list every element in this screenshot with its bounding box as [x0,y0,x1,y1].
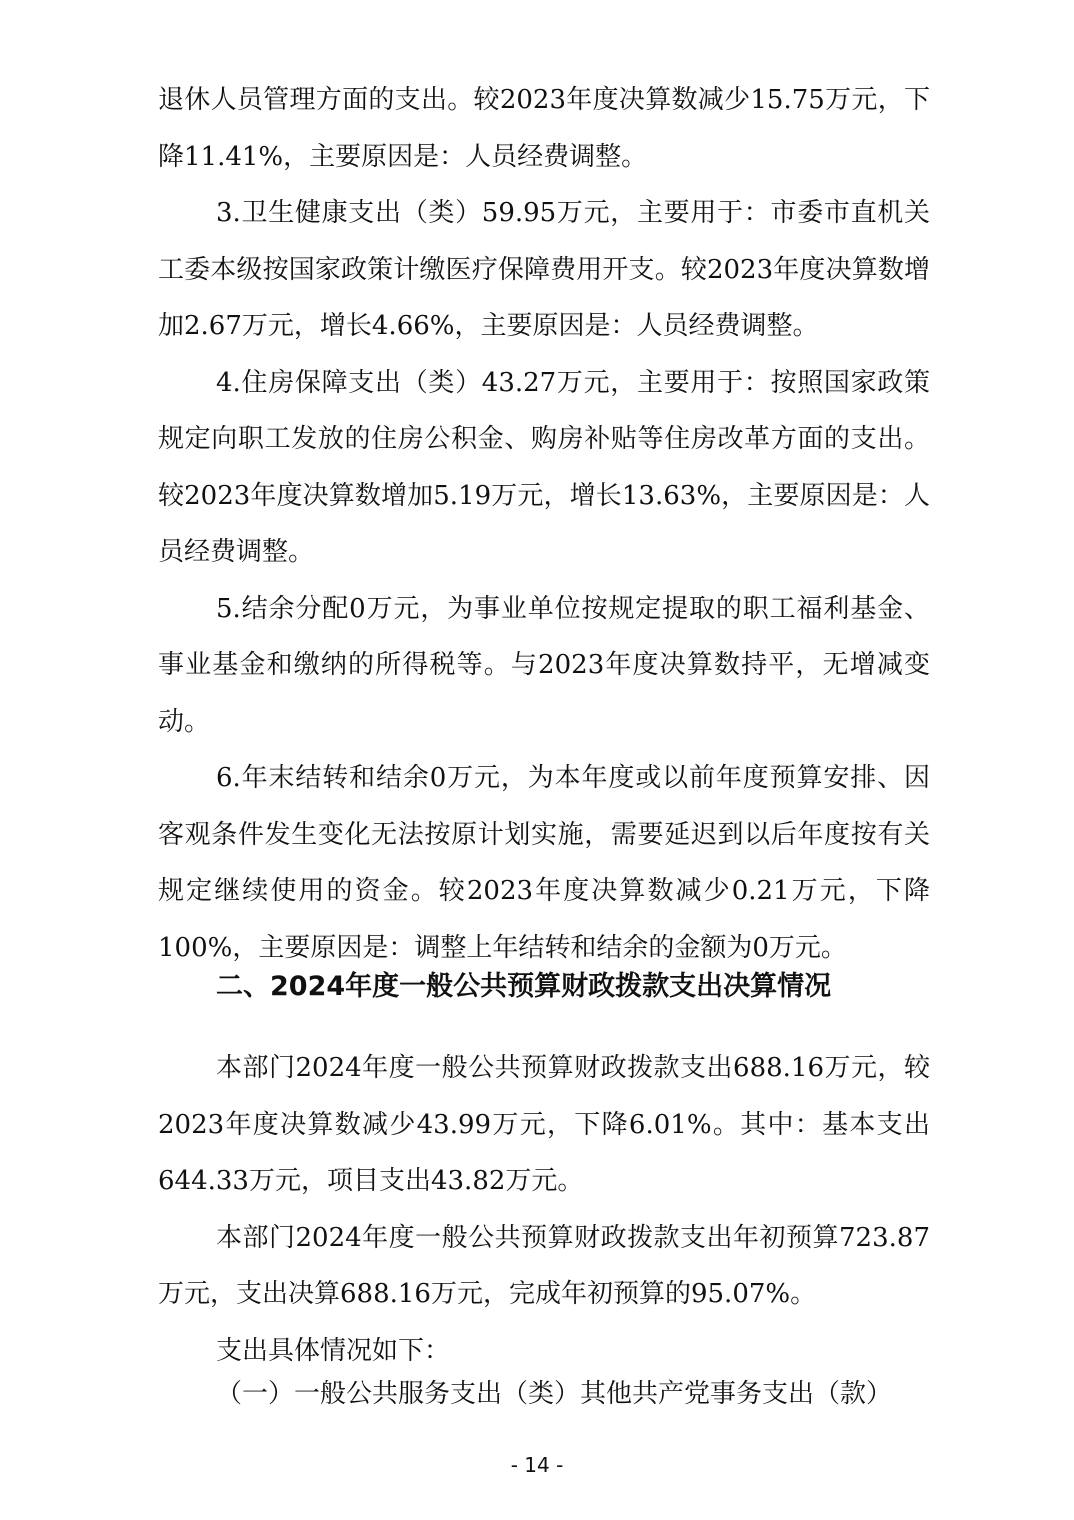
subsection-title: （一）一般公共服务支出（类）其他共产党事务支出（款） [216,1379,893,1409]
section-heading: 二、2024年度一般公共预算财政拨款支出决算情况 [216,971,832,1002]
paragraph-housing-expenditure: 4.住房保障支出（类）43.27万元，主要用于：按照国家政策规定向职工发放的住房公积金、购房补贴等住房改革方面的支出。较2023年度决算数增加5.19万元，增长13.63%，主要原因是：人员经费调整。 [158,367,930,567]
paragraph-details-intro: 支出具体情况如下： [216,1335,451,1366]
body-section-top [158,72,930,976]
paragraph-retiree-management: 退休人员管理方面的支出。较2023年度决算数减少15.75万元，下降11.41%，主要原因是：人员经费调整。 [158,85,930,172]
page-number: - 14 - [510,1453,564,1477]
body-section-appropriation [158,1040,930,1379]
paragraph-appropriation-total: 本部门2024年度一般公共预算财政拨款支出688.16万元，较2023年度决算数减少43.99万元，下降6.01%。其中：基本支出644.33万元，项目支出43.82万元。 [158,1053,930,1196]
paragraph-health-expenditure: 3.卫生健康支出（类）59.95万元，主要用于：市委市直机关工委本级按国家政策计缴医疗保障费用开支。较2023年度决算数增加2.67万元，增长4.66%，主要原因是：人员经费调整。 [158,198,930,341]
paragraph-year-end-carryover: 6.年末结转和结余0万元，为本年度或以前年度预算安排、因客观条件发生变化无法按原计划实施，需要延迟到以后年度按有关规定继续使用的资金。较2023年度决算数减少0.21万元，下降100%，主要原因是：调整上年结转和结余的金额为0万元。 [158,763,930,963]
paragraph-surplus-distribution: 5.结余分配0万元，为事业单位按规定提取的职工福利基金、事业基金和缴纳的所得税等。与2023年度决算数持平，无增减变动。 [158,593,930,737]
paragraph-appropriation-budget: 本部门2024年度一般公共预算财政拨款支出年初预算723.87万元，支出决算688.16万元，完成年初预算的95.07%。 [158,1222,930,1309]
